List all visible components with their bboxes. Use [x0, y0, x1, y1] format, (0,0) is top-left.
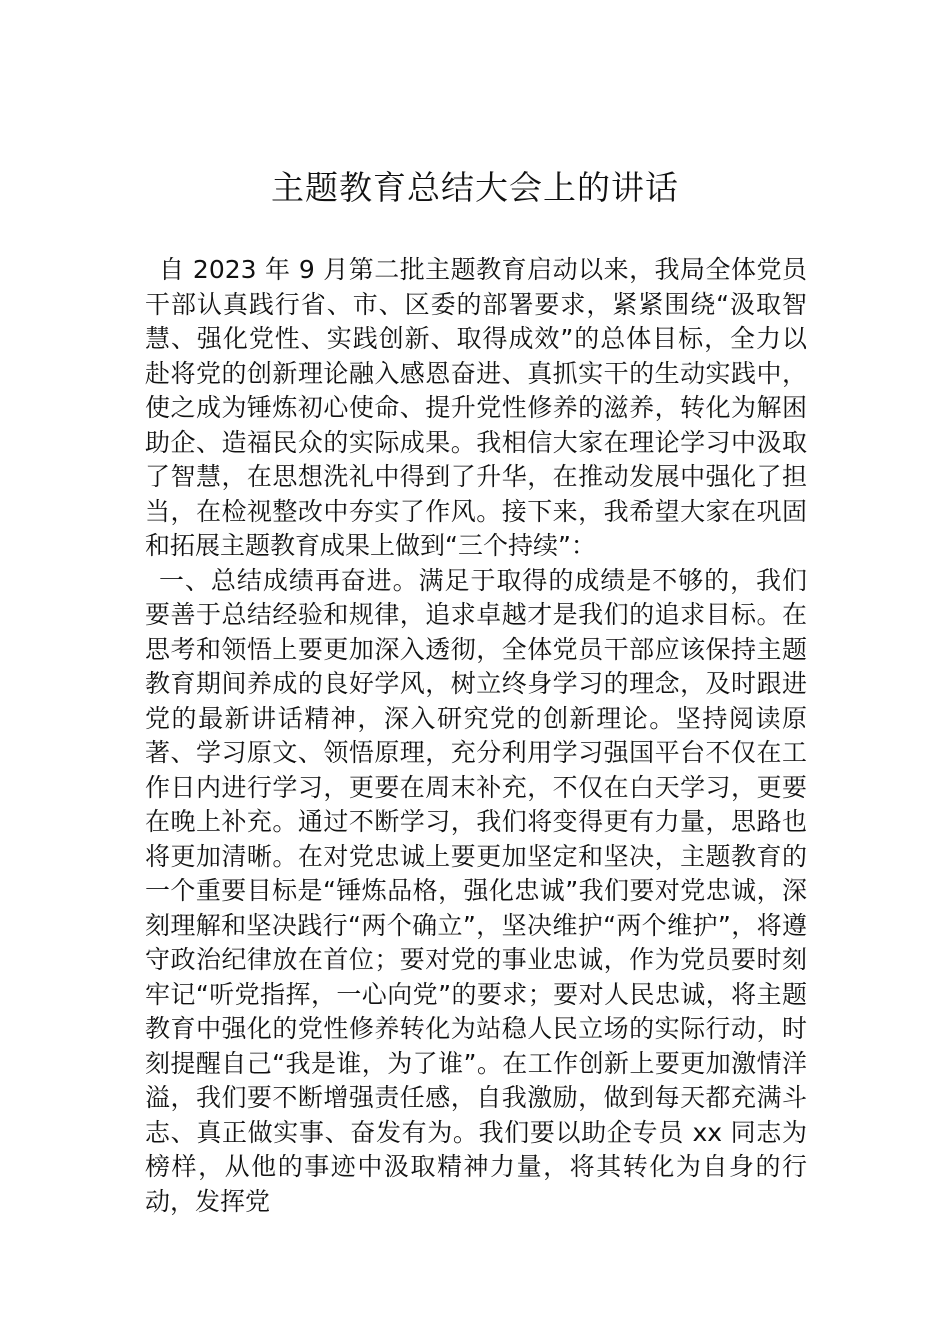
page-title: 主题教育总结大会上的讲话 — [271, 168, 679, 207]
document-body — [145, 253, 807, 1219]
paragraph-intro: 自 2023 年 9 月第二批主题教育启动以来，我局全体党员干部认真践行省、市、区委的部署要求，紧紧围绕“汲取智慧、强化党性、实践创新、取得成效”的总体目标，全力以赴将党的创新理论融入感恩奋进、真抓实干的生动实践中，使之成为锤炼初心使命、提升党性修养的滋养，转化为解困助企、造福民众的实际成果。我相信大家在理论学习中汲取了智慧，在思想洗礼中得到了升华，在推动发展中强化了担当，在检视整改中夯实了作风。接下来，我希望大家在巩固和拓展主题教育成果上做到“三个持续”： — [145, 255, 807, 560]
paragraph-section-one: 一、总结成绩再奋进。满足于取得的成绩是不够的，我们要善于总结经验和规律，追求卓越才是我们的追求目标。在思考和领悟上要更加深入透彻，全体党员干部应该保持主题教育期间养成的良好学风，树立终身学习的理念，及时跟进党的最新讲话精神，深入研究党的创新理论。坚持阅读原著、学习原文、领悟原理，充分利用学习强国平台不仅在工作日内进行学习，更要在周末补充，不仅在白天学习，更要在晚上补充。通过不断学习，我们将变得更有力量，思路也将更加清晰。在对党忠诚上要更加坚定和坚决，主题教育的一个重要目标是“锤炼品格，强化忠诚”我们要对党忠诚，深刻理解和坚决践行“两个确立”，坚决维护“两个维护”，将遵守政治纪律放在首位；要对党的事业忠诚，作为党员要时刻牢记“听党指挥，一心向党”的要求；要对人民忠诚，将主题教育中强化的党性修养转化为站稳人民立场的实际行动，时刻提醒自己“我是谁，为了谁”。在工作创新上要更加激情洋溢，我们要不断增强责任感，自我激励，做到每天都充满斗志、真正做实事、奋发有为。我们要以助企专员 xx 同志为榜样，从他的事迹中汲取精神力量，将其转化为自身的行动，发挥党 — [145, 565, 807, 1216]
